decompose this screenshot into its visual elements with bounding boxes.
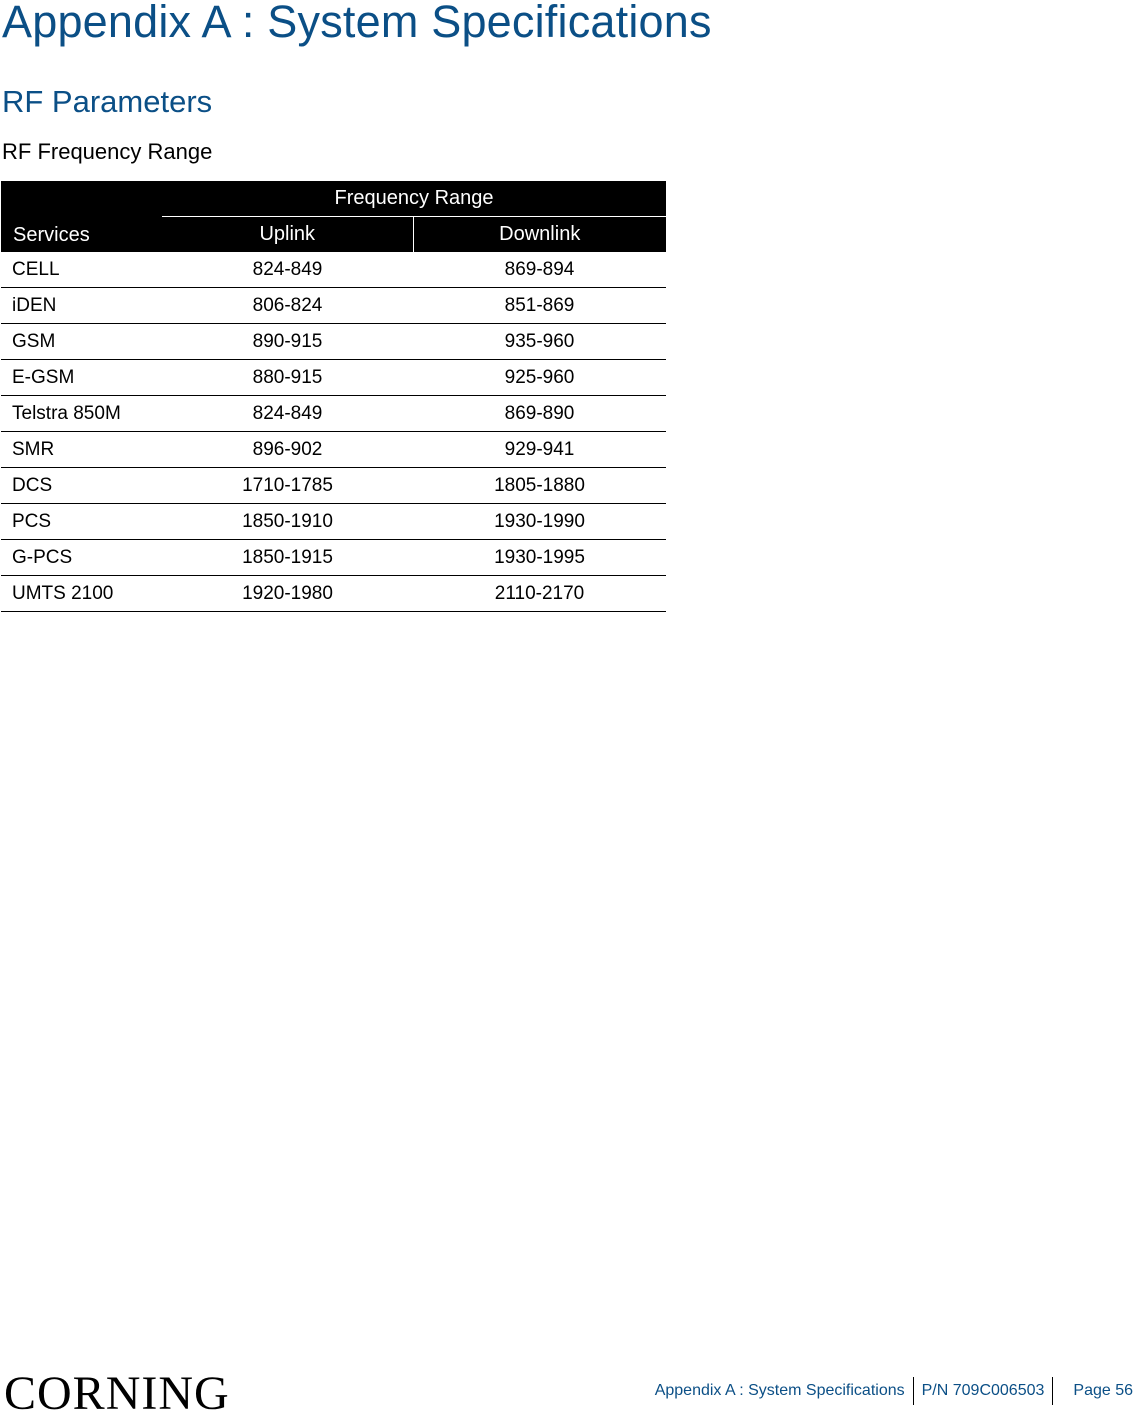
table-row (1, 360, 666, 396)
table-row (1, 396, 666, 432)
footer-part-number: P/N 709C006503 (921, 1382, 1045, 1399)
uplink-cell: 824-849 (162, 396, 413, 432)
footer-info (655, 1377, 1133, 1405)
uplink-cell: 890-915 (162, 324, 413, 360)
footer-divider (1052, 1377, 1053, 1405)
table-row (1, 540, 666, 576)
downlink-cell: 1930-1990 (413, 504, 666, 540)
downlink-cell: 869-894 (413, 252, 666, 288)
uplink-cell: 880-915 (162, 360, 413, 396)
table-row (1, 324, 666, 360)
table-row (1, 576, 666, 612)
footer-divider (913, 1377, 914, 1405)
service-cell: UMTS 2100 (1, 576, 162, 612)
table-row (1, 468, 666, 504)
downlink-cell: 851-869 (413, 288, 666, 324)
table-body (1, 252, 666, 612)
service-cell: GSM (1, 324, 162, 360)
services-column-header: Services (1, 181, 162, 252)
service-cell: CELL (1, 252, 162, 288)
downlink-column-header: Downlink (413, 217, 666, 253)
uplink-cell: 824-849 (162, 252, 413, 288)
uplink-cell: 1710-1785 (162, 468, 413, 504)
uplink-cell: 896-902 (162, 432, 413, 468)
service-cell: PCS (1, 504, 162, 540)
service-cell: E-GSM (1, 360, 162, 396)
uplink-cell: 1850-1915 (162, 540, 413, 576)
downlink-cell: 929-941 (413, 432, 666, 468)
footer-page-number: Page 56 (1073, 1382, 1133, 1399)
service-cell: G-PCS (1, 540, 162, 576)
page-title: Appendix A : System Specifications (2, 0, 712, 47)
subsection-heading: RF Frequency Range (2, 139, 213, 164)
service-cell: iDEN (1, 288, 162, 324)
downlink-cell: 869-890 (413, 396, 666, 432)
section-heading: RF Parameters (2, 84, 213, 119)
downlink-cell: 935-960 (413, 324, 666, 360)
uplink-cell: 1920-1980 (162, 576, 413, 612)
table-row (1, 504, 666, 540)
downlink-cell: 925-960 (413, 360, 666, 396)
service-cell: SMR (1, 432, 162, 468)
footer-section-title: Appendix A : System Specifications (654, 1382, 905, 1399)
frequency-range-table (1, 181, 666, 612)
frequency-range-group-header: Frequency Range (162, 181, 666, 217)
table-header (1, 181, 666, 252)
corning-logo: CORNING (4, 1367, 230, 1420)
service-cell: DCS (1, 468, 162, 504)
table-row (1, 432, 666, 468)
downlink-cell: 1805-1880 (413, 468, 666, 504)
uplink-column-header: Uplink (162, 217, 413, 253)
uplink-cell: 1850-1910 (162, 504, 413, 540)
uplink-cell: 806-824 (162, 288, 413, 324)
downlink-cell: 2110-2170 (413, 576, 666, 612)
service-cell: Telstra 850M (1, 396, 162, 432)
downlink-cell: 1930-1995 (413, 540, 666, 576)
table-row (1, 252, 666, 288)
table-row (1, 288, 666, 324)
